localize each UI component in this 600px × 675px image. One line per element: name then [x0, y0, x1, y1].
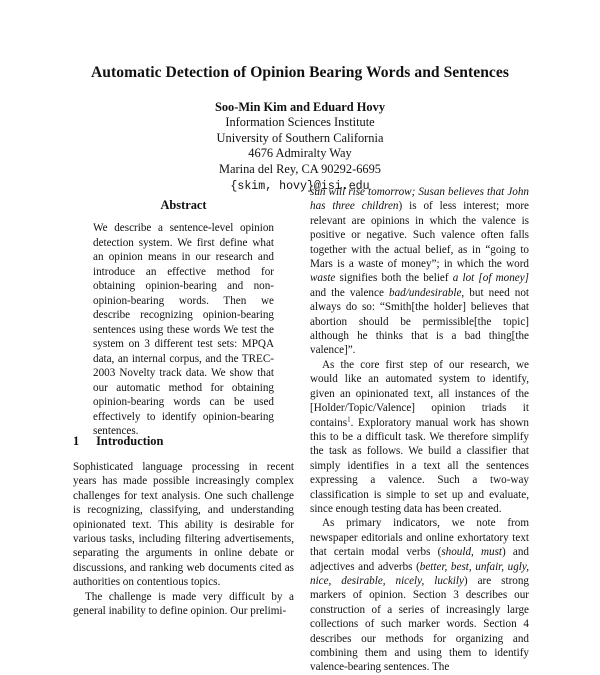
intro-paragraph-2: The challenge is made very difficult by a general inability to define opinion. Our prelimi- [73, 590, 294, 618]
abstract-body [93, 221, 274, 439]
right-paragraph-3 [310, 516, 529, 674]
intro-paragraph-1: Sophisticated language processing in recent years has made possible increasingly complex challenges for text analysis. One such challenge is recognizing, classifying, and understanding opinionated text. This ability is desirable for various tasks, including filtering advertisements, separating the arguments in online debate or discussions, and ranking web documents cited as authorities on contentious topics. [73, 461, 294, 589]
affiliation-line: Information Sciences Institute [225, 115, 375, 130]
author-block [0, 100, 600, 194]
section-title: Introduction [96, 434, 164, 448]
author-names: Soo-Min Kim and Eduard Hovy [214, 100, 386, 114]
right-column [310, 185, 529, 675]
text-run: ) is of less interest; more relevant are opinions in which the valence is positive or negative. Such valence often falls together with the actual belief, as in “going to Mars is a waste of money”; in which the word [310, 200, 529, 271]
paper-title: Automatic Detection of Opinion Bearing Words and Sentences [90, 64, 509, 81]
text-run: signifies both the belief [335, 272, 453, 285]
introduction-body [73, 460, 294, 618]
abstract-heading: Abstract [160, 198, 207, 212]
right-paragraph-1 [310, 185, 529, 358]
text-run: , but need not always do so: “Smith[the holder] believes that abortion should be permissible[the topic] although he thinks that is a bad thing[the valence]”. [310, 286, 529, 357]
abstract-text: We describe a sentence-level opinion detection system. We first define what an opinion means in our research and introduce an effective method for obtaining opinion-bearing and non-opinion-bearing words. Then we describe recognizing opinion-bearing sentences using these words We test the system on 3 different test sets: MPQA data, an internal corpus, and the TREC-2003 Novelty track data. We show that our automatic method for obtaining opinion-bearing words can be used effectively to identify opinion-bearing sentences. [93, 222, 274, 437]
author-email: {skim, hovy}@isi.edu [230, 180, 370, 194]
section-heading-introduction [73, 434, 163, 449]
affiliation-line: University of Southern California [216, 130, 384, 145]
affiliation-line: 4676 Admiralty Way [248, 146, 352, 161]
example-italic: sun will rise tomorrow; Susan believes that John has three children [310, 186, 529, 213]
section-number: 1 [73, 434, 80, 448]
emphasis-modals: should, must [441, 546, 503, 559]
affiliation-line: Marina del Rey, CA 90292-6695 [219, 161, 381, 176]
emphasis-waste: waste [310, 272, 336, 285]
emphasis-belief: a lot [of money] [452, 272, 529, 285]
emphasis-adjectives: better, best, unfair, ugly, nice, desirable, nicely, luckily [310, 560, 530, 587]
footnote-marker: 1 [347, 414, 351, 423]
text-run: As the core first step of our research, we would like an automated system to identify, given an opinionated text, all instances of the [Holder/Topic/Valence] opinion triads it contains [310, 358, 529, 429]
text-run: As primary indicators, we note from newspaper editorials and online exhortatory text that certain modal verbs ( [310, 517, 529, 559]
emphasis-valence: bad/undesirable [389, 286, 462, 299]
text-run: and the valence [310, 286, 389, 299]
text-run: . Exploratory manual work has shown this to be a difficult task. We therefore simplify the task as follows. We build a classifier that simply identifies in a text all the sentences expressing a valence. Such a two-way classification is simple to set up and evaluate, since enough testing data has been created. [310, 416, 529, 515]
text-run: ) are strong markers of opinion. Section 3 describes our construction of a series of increasingly large collections of such marker words. Section 4 describes our methods for organizing and combining them and using them to identify valence-bearing sentences. The [310, 574, 529, 674]
text-run: ) and adjectives and adverbs ( [310, 546, 529, 573]
right-paragraph-2 [310, 358, 529, 516]
